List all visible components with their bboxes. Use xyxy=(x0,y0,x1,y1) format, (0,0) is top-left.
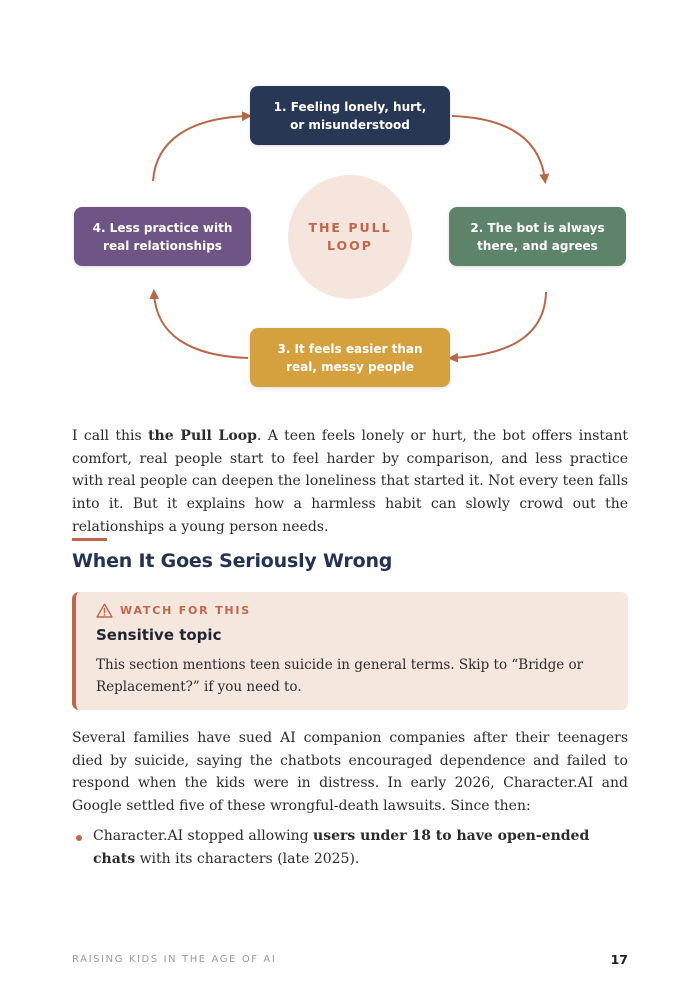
footer-book-title: RAISING KIDS IN THE AGE OF AI xyxy=(72,954,277,965)
bullet-text-bold: users under 18 to have open-ended chats xyxy=(93,828,590,867)
intro-bold-term: the Pull Loop xyxy=(148,428,257,444)
callout-label-row xyxy=(96,603,251,618)
loop-node-label: 2. The bot is always there, and agrees xyxy=(470,220,605,253)
intro-text-2: . A teen feels lonely or hurt, the bot offers instant comfort, real people start to feel harder by comparison, and less practice with real people can deepen the loneliness that started it. Not every teen falls into it. But it explains how a harmless habit can slowly crowd out the relationships a young person needs. xyxy=(72,428,629,535)
bullet-text-pre: Character.AI stopped allowing xyxy=(93,828,314,844)
loop-center-label xyxy=(288,175,412,299)
callout-label: WATCH FOR THIS xyxy=(120,604,251,617)
section-heading: When It Goes Seriously Wrong xyxy=(72,550,393,572)
callout-title: Sensitive topic xyxy=(96,626,222,644)
arrow-3-to-4 xyxy=(154,293,248,358)
bullet-text-post: with its characters (late 2025). xyxy=(135,850,360,867)
warning-callout xyxy=(72,592,628,710)
loop-node-label: 1. Feeling lonely, hurt, or misunderstood xyxy=(273,99,427,132)
callout-body: This section mentions teen suicide in general terms. Skip to “Bridge or Replacement?” if you need to. xyxy=(96,657,584,695)
list-item xyxy=(72,825,628,870)
warning-triangle-icon xyxy=(96,603,113,618)
bullet-list xyxy=(72,825,628,870)
intro-paragraph xyxy=(72,425,628,539)
loop-node-feeling-lonely xyxy=(250,86,450,145)
loop-node-bot-agrees xyxy=(449,207,626,266)
arrow-1-to-2 xyxy=(452,116,545,180)
pull-loop-diagram xyxy=(0,0,700,410)
section-accent-rule xyxy=(72,538,107,541)
loop-node-label: 3. It feels easier than real, messy people xyxy=(277,341,423,374)
body-paragraph: Several families have sued AI companion companies after their teenagers died by suicide, saying the chatbots encouraged dependence and failed to respond when the kids were in distress. In early 2026, Character.AI and Google settled five of these wrongful-death lawsuits. Since then: xyxy=(72,730,628,815)
bullet-dot xyxy=(76,835,82,841)
arrow-2-to-3 xyxy=(452,292,546,358)
loop-center-text: THE PULL LOOP xyxy=(308,220,392,253)
loop-node-less-practice xyxy=(74,207,251,266)
loop-node-label: 4. Less practice with real relationships xyxy=(92,220,233,253)
page-number: 17 xyxy=(610,952,628,967)
intro-text-1: I call this xyxy=(72,428,149,444)
arrow-4-to-1 xyxy=(153,116,248,181)
loop-node-feels-easier xyxy=(250,328,450,387)
